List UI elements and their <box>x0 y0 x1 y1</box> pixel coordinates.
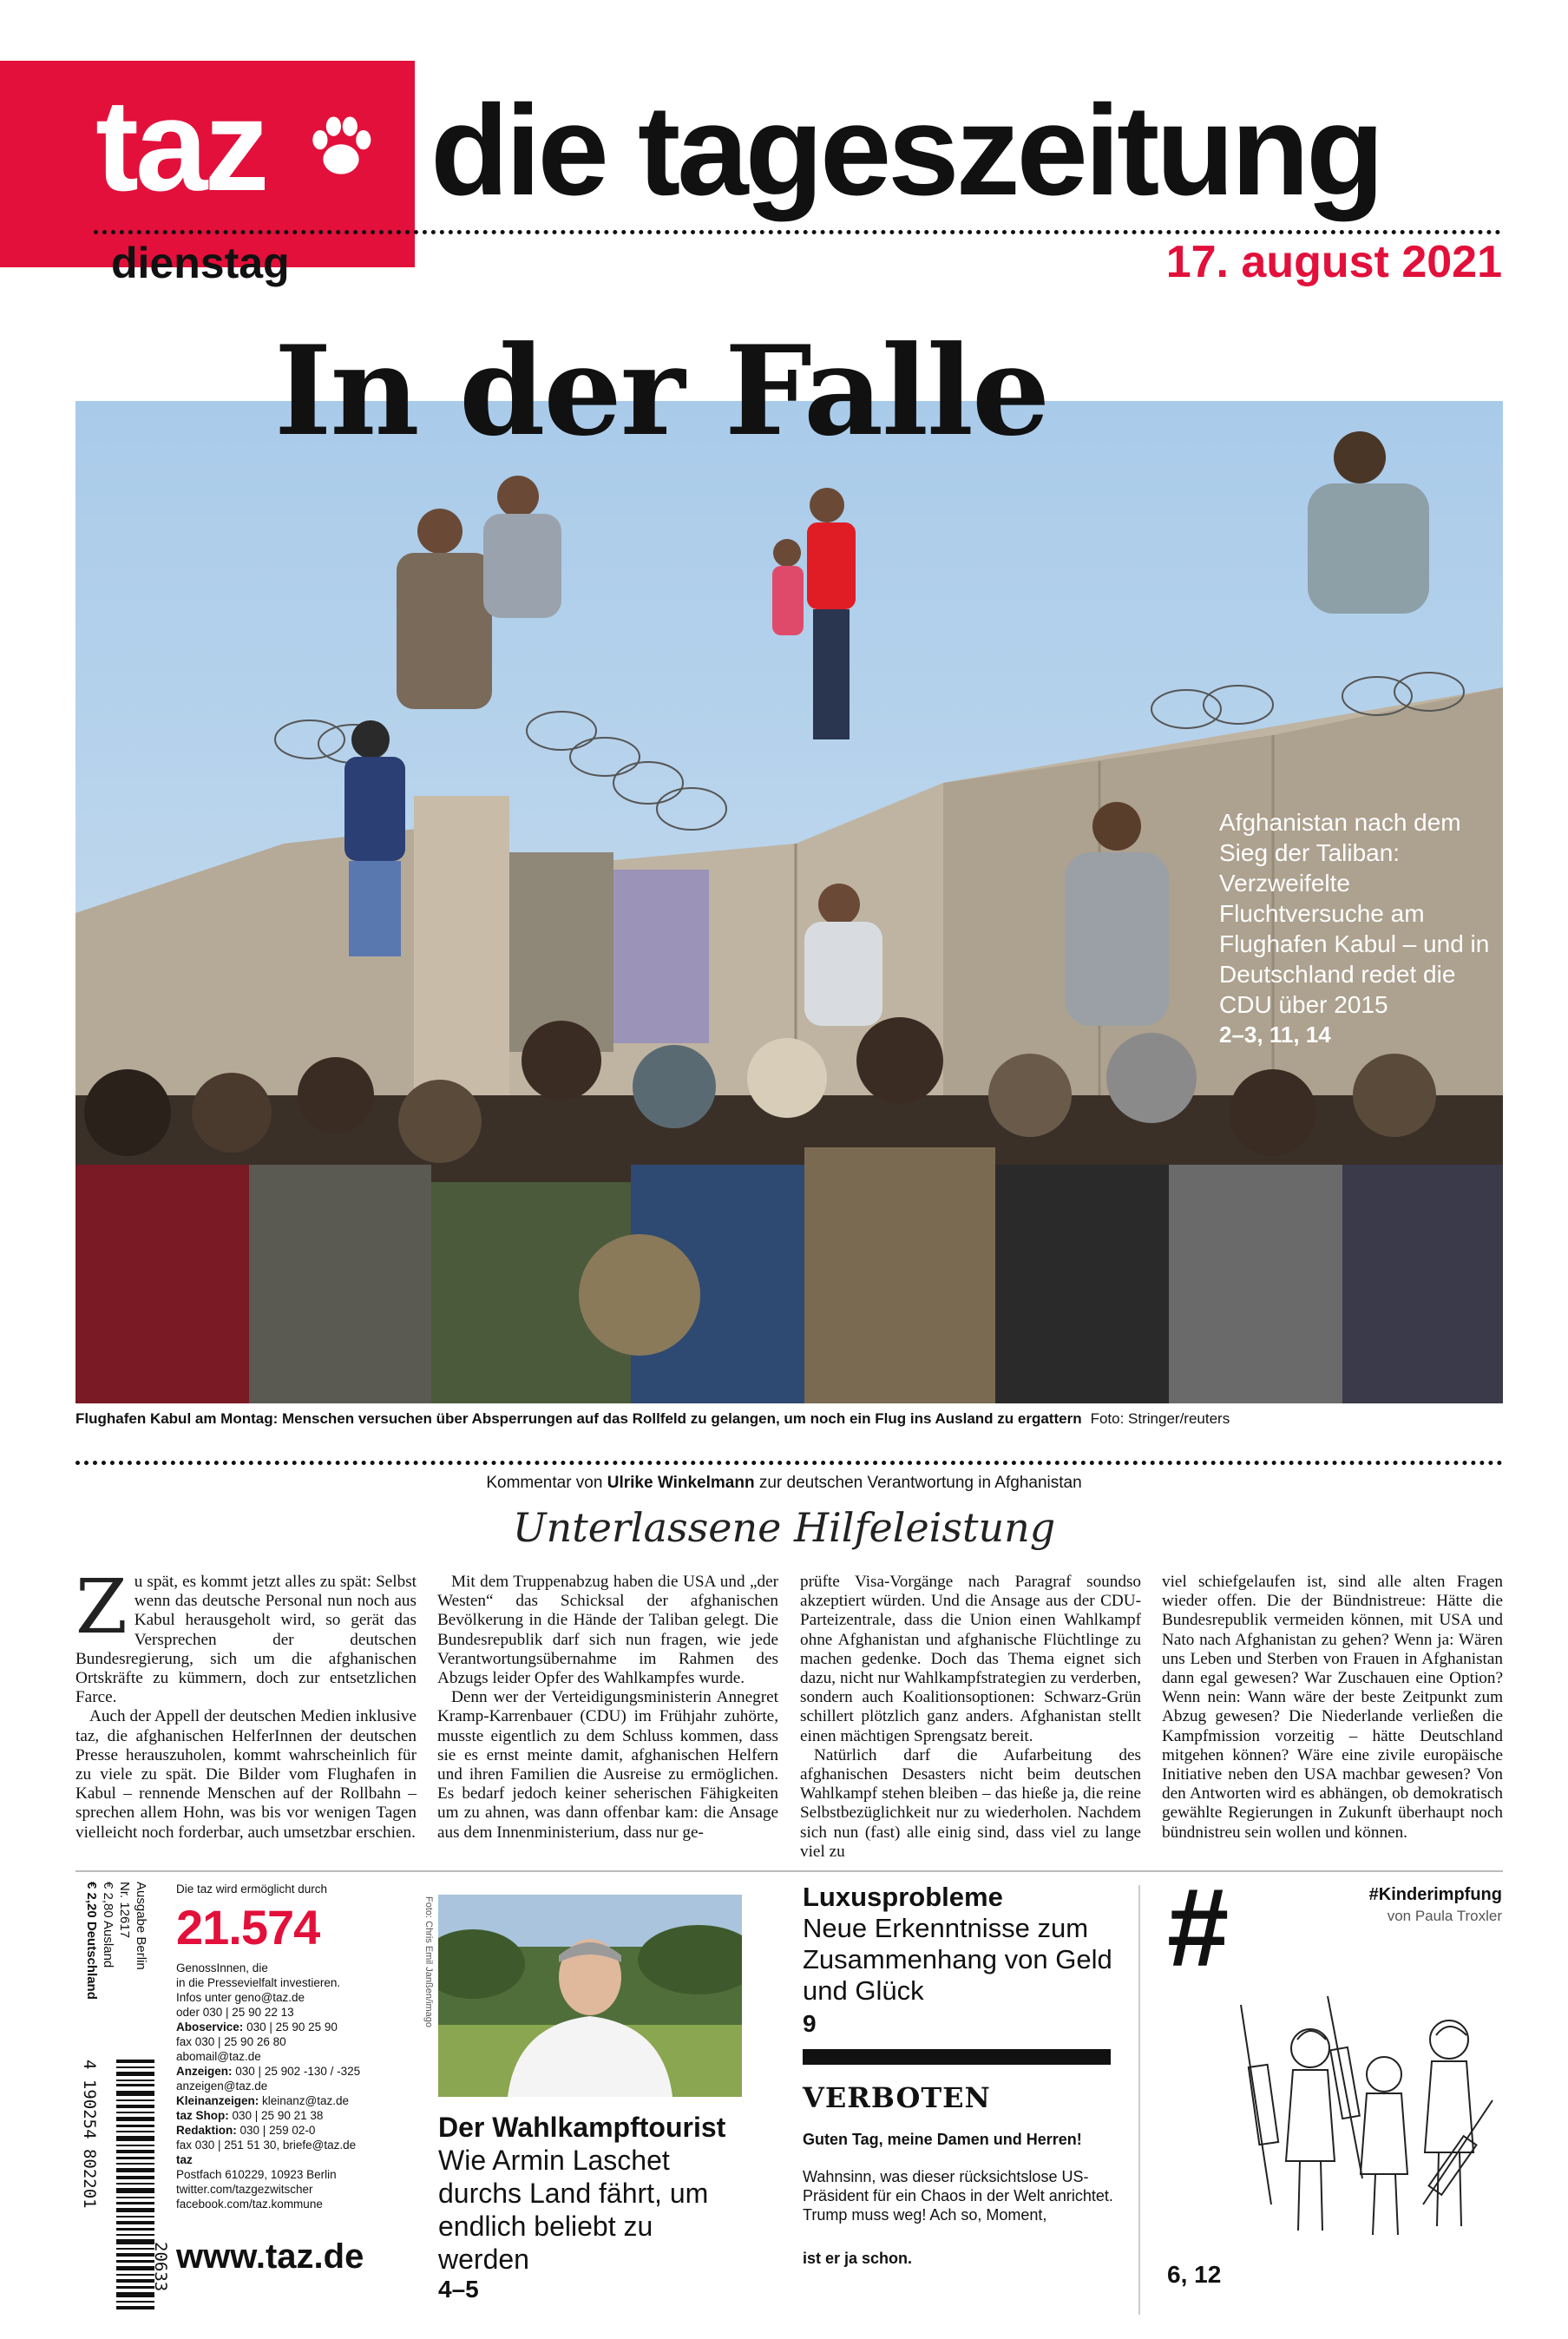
paragraph: Natürlich darf die Aufarbeitung des afghanischen Desasters nicht beim deutschen Wahlkampf stehen bleiben – das hieße ja, die reine Selbstbezüglichkeit nur zu wiederholen. Nachdem sich nun (fast) alle einig sind, dass viel zu lange viel zu <box>800 1745 1141 1861</box>
photo-credit: Foto: Stringer/reuters <box>1090 1410 1230 1427</box>
imprint-line: Anzeigen: 030 | 25 902 -130 / -325 <box>176 2065 361 2078</box>
article-column-1 <box>75 1564 417 1843</box>
barcode-digits: 4 190254 802201 <box>80 2060 99 2209</box>
imprint <box>176 1882 393 2211</box>
imprint-line: twitter.com/tazgezwitscher <box>176 2183 313 2196</box>
paw-icon <box>304 108 378 183</box>
imprint-line: GenossInnen, die <box>176 1961 268 1974</box>
website-link[interactable]: www.taz.de <box>176 2237 364 2276</box>
photo-caption <box>75 1410 1503 1428</box>
children-vaccine-drawing <box>1224 1987 1510 2248</box>
teaser-page-ref: 9 <box>803 2010 817 2037</box>
teaser-page-ref: 6, 12 <box>1167 2261 1222 2288</box>
article-column-3 <box>800 1573 1141 1862</box>
member-count: 21.574 <box>176 1900 320 1955</box>
kicker-post: zur deutschen Verantwortung in Afghanistan <box>758 1474 1082 1492</box>
overlay-text: Afghanistan nach dem Sieg der Taliban: Verzweifelte Fluchtversuche am Flughafen Kabul – und in Deutschland redet die CDU über 2015 <box>1219 809 1490 1018</box>
verboten-body: Wahnsinn, was dieser rücksichtslose US-Präsident für ein Chaos in der Welt anrichtet. Trump muss weg! Ach so, Moment, <box>803 2168 1113 2224</box>
hash-symbol: # <box>1167 1866 1230 1990</box>
barcode-addon: 20633 <box>151 2242 170 2292</box>
imprint-line: Aboservice: 030 | 25 90 25 90 <box>176 2020 338 2033</box>
edition: Ausgabe Berlin <box>134 1882 148 1970</box>
laschet-portrait <box>438 1895 742 2097</box>
comment-kicker <box>0 1474 1568 1493</box>
weekday: dienstag <box>111 239 290 287</box>
imprint-line: Kleinanzeigen: kleinanz@taz.de <box>176 2094 350 2107</box>
paragraph: u spät, es kommt jetzt alles zu spät: Selbst wenn das deutsche Personal nun noch aus Kabul herausgeholt wird, so gerät das Versprechen der deutschen Bundesregierung, sich um die afghanischen Ortskräfte zu kümmern, doch zur entsetzlichen Farce. <box>75 1573 417 1707</box>
section-rule <box>75 1870 1503 1872</box>
kicker-pre: Kommentar von <box>486 1474 603 1492</box>
paragraph: Auch der Appell der deutschen Medien inklusive taz, die afghanischen HelferInnen der deutschen Presse herauszuholen, kommt wahrscheinlich für zu viele zu spät. Die Bilder vom Flughafen in Kabul – rennende Menschen auf der Rollbahn – sprechen allem Hohn, was bis vor wenigen Tagen vielleicht noch forderbar, auch umsetzbar erschien. <box>75 1707 417 1842</box>
overlay-page-ref: 2–3, 11, 14 <box>1219 1022 1331 1048</box>
paragraph: Denn wer der Verteidigungsministerin Annegret Kramp-Karrenbauer (CDU) im Frühjahr zuhörte, musste eigentlich zu dem Schluss kommen, dass sie es ernst meinte damit, afghanischen Helfern und ihren Familien die Ausreise zu ermöglichen. Es bedarf jedoch keiner seherischen Fähigkeiten um zu ahnen, was dann offenbar kam: die Ansage aus dem Innenministerium, dass nur ge- <box>437 1688 778 1842</box>
comment-author: Ulrike Winkelmann <box>607 1474 755 1492</box>
imprint-line: abomail@taz.de <box>176 2050 261 2063</box>
paper-name: die tageszeitung <box>430 79 1381 222</box>
barcode-icon <box>116 2060 154 2311</box>
dotted-rule <box>94 230 1501 234</box>
verboten-punchline: ist er ja schon. <box>803 2250 913 2267</box>
caption-text: Flughafen Kabul am Montag: Menschen versuchen über Absperrungen auf das Rollfeld zu gelangen, um noch ein Flug ins Ausland zu ergattern <box>75 1410 1082 1427</box>
imprint-line: facebook.com/taz.kommune <box>176 2198 323 2211</box>
comment-title: Unterlassene Hilfeleistung <box>512 1504 1056 1551</box>
paragraph: Mit dem Truppenabzug haben die USA und „der Westen“ das Schicksal der afghanischen Bevölkerung in die Hände der Taliban gelegt. Die Bundesrepublik darf sich nun fragen, wie jede Verantwortungsübernahme im Rahmen des Abzugs leider Opfer des Wahlkampfes wurde. <box>437 1573 778 1688</box>
kinder-tag[interactable]: #Kinderimpfung <box>1368 1885 1502 1904</box>
imprint-line: oder 030 | 25 90 22 13 <box>176 2006 294 2019</box>
laschet-teaser[interactable] <box>438 2112 751 2303</box>
teaser-headline: Der Wahlkampftourist <box>438 2112 726 2143</box>
verboten-title: VERBOTEN <box>803 2081 991 2114</box>
teaser-page-ref: 4–5 <box>438 2276 479 2303</box>
imprint-intro: Die taz wird ermöglicht durch <box>176 1882 328 1896</box>
lead-headline: In der Falle <box>274 319 1049 463</box>
paragraph: viel schiefgelaufen ist, sind alle alten Fragen wieder offen. Die der Bündnistreue: Hätte die Bundesrepublik vermeiden können, mit USA und Nato nach Afghanistan zu gehen? Wenn ja: Wären uns Leben und Sterben von Frauen in Afghanistan dann egal gewesen? War Zuschauen eine Option? Wenn nein: Wann wäre der beste Zeitpunkt zum Abzug gewesen? Die Niederlande verließen die Kampfmission vorzeitig – hätte Deutschland mitgehen können? Wäre eine zivile europäische Initiative neben den USA machbar gewesen? Von den Antworten wird es abhängen, ob demokratisch gewählte Regierungen in Zukunft überhaupt noch bündnistreu sein wollen und können. <box>1162 1573 1503 1842</box>
photo-overlay-text <box>1219 807 1497 1050</box>
article-column-4 <box>1162 1573 1503 1843</box>
lux-teaser[interactable] <box>803 1882 1124 2038</box>
teaser-deck: Wie Armin Laschet durchs Land fährt, um endlich beliebt zu werden <box>438 2145 709 2275</box>
teaser-deck: Neue Erkenntnisse zum Zusammenhang von Geld und Glück <box>803 1913 1112 2006</box>
imprint-line: taz <box>176 2153 193 2166</box>
portrait-credit: Foto: Chris Emil Janßen/imago <box>423 1896 434 2027</box>
column-divider <box>1138 1885 1140 2315</box>
teaser-headline: Luxusprobleme <box>803 1882 1003 1912</box>
imprint-line: Postfach 610229, 10923 Berlin <box>176 2168 337 2181</box>
imprint-line: in die Pressevielfalt investieren. <box>176 1976 341 1989</box>
portrait-illustration <box>438 1895 742 2097</box>
taz-logo: taz <box>95 72 266 218</box>
price-abroad: € 2,80 Ausland <box>101 1882 115 1968</box>
paragraph: prüfte Visa-Vorgänge nach Paragraf soundso akzeptiert würden. Und die Ansage aus der CDU-Parteizentrale, dass die Union einen Wahlkampf ohne Afghanistan und afghanische Flüchtlinge zu machen gedenke. Doch das Thema eignet sich dazu, nicht nur Wahlkampfstrategien zu verderben, sondern auch Koalitionsoptionen: Schwarz-Grün schillert plötzlich ganz anders. Afghanistan stellt einen mächtigen Sprengsatz bereit. <box>800 1573 1141 1745</box>
black-bar <box>803 2049 1111 2065</box>
imprint-line: Redaktion: 030 | 259 02-0 <box>176 2124 316 2137</box>
verboten-greeting: Guten Tag, meine Damen und Herren! <box>803 2131 1082 2148</box>
article-column-2 <box>437 1573 778 1843</box>
imprint-line: anzeigen@taz.de <box>176 2079 268 2093</box>
issue-number: Nr. 12617 <box>117 1882 132 1939</box>
imprint-line: Infos unter geno@taz.de <box>176 1991 305 2004</box>
dropcap: Z <box>75 1564 128 1651</box>
kinder-author: von Paula Troxler <box>1387 1908 1502 1924</box>
barcode-area <box>75 1882 170 2316</box>
imprint-line: taz Shop: 030 | 25 90 21 38 <box>176 2109 324 2122</box>
dotted-rule <box>75 1461 1503 1465</box>
imprint-line: fax 030 | 25 90 26 80 <box>176 2035 286 2048</box>
price-germany: € 2,20 Deutschland <box>84 1882 99 2000</box>
imprint-line: fax 030 | 251 51 30, briefe@taz.de <box>176 2139 357 2152</box>
issue-date: 17. august 2021 <box>1165 237 1502 287</box>
